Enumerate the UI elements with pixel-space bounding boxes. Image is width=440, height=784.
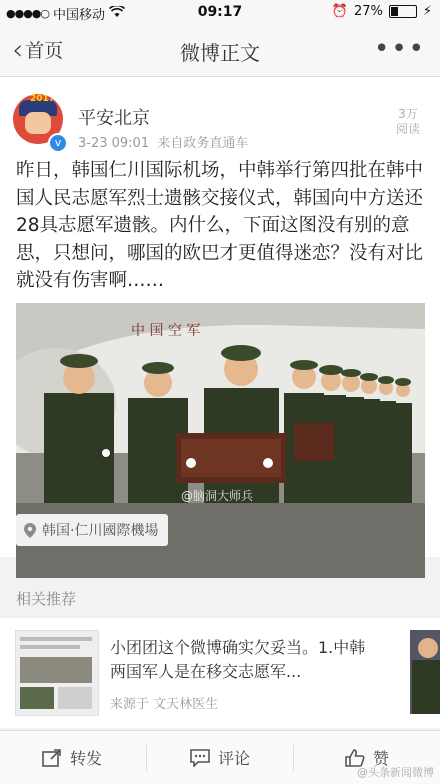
repost-button[interactable]: 转发 bbox=[42, 731, 102, 784]
post-time: 3-23 09:01 bbox=[78, 136, 150, 151]
comment-icon bbox=[190, 749, 210, 767]
author-name[interactable]: 平安北京 bbox=[78, 108, 150, 129]
post-source[interactable]: 来自政务直通车 bbox=[157, 136, 249, 151]
post-meta bbox=[78, 132, 248, 151]
carrier-label: 中国移动 bbox=[53, 8, 106, 23]
related-title: 小团团这个微博确实欠妥当。1.中韩两国军人是在移交志愿军... bbox=[110, 638, 366, 681]
status-bar bbox=[0, 0, 440, 24]
clock: 09:17 bbox=[197, 4, 243, 20]
image-watermark: @头条新闻微博 bbox=[357, 766, 434, 779]
battery-icon bbox=[389, 5, 417, 18]
charging-icon: ⚡ bbox=[422, 4, 432, 19]
related-item[interactable] bbox=[0, 618, 440, 728]
like-button[interactable]: 赞 bbox=[345, 731, 389, 784]
repost-icon bbox=[42, 749, 62, 767]
related-source: 来源于 文天林医生 bbox=[110, 697, 219, 712]
read-count: 3万 阅读 bbox=[395, 107, 420, 136]
location-pin-icon bbox=[24, 523, 36, 538]
nav-bar bbox=[0, 24, 440, 77]
photo-watermark: @脑洞大师兵 bbox=[181, 489, 254, 503]
post-card bbox=[0, 77, 440, 557]
signal-icon: ●●●●○ bbox=[6, 7, 49, 20]
avatar-year: 2017 bbox=[30, 94, 56, 104]
alarm-icon: ⏰ bbox=[331, 4, 348, 19]
more-options-button[interactable]: ••• bbox=[373, 34, 426, 64]
back-label: 首页 bbox=[25, 40, 64, 62]
verified-icon: v bbox=[48, 133, 68, 153]
related-header: 相关推荐 bbox=[16, 590, 77, 608]
plane-marking: 中 国 空 军 bbox=[131, 323, 201, 339]
related-thumbnail-2 bbox=[410, 630, 440, 714]
chevron-left-icon: ‹ bbox=[12, 32, 24, 66]
battery-percent: 27% bbox=[353, 4, 383, 19]
comment-button[interactable]: 评论 bbox=[190, 731, 250, 784]
related-thumbnail bbox=[15, 630, 99, 716]
location-tag[interactable] bbox=[16, 514, 168, 546]
location-label: 韩国·仁川國際機場 bbox=[42, 523, 159, 539]
post-text: 昨日，韩国仁川国际机场，中韩举行第四批在韩中国人民志愿军烈士遗骸交接仪式，韩国向中方送还28具志愿军遗骸。内什么，下面这图没有别的意思，只想问，哪国的欧巴才更值得迷恋？没有对比就没有伤害啊…… bbox=[16, 160, 424, 291]
page-title: 微博正文 bbox=[180, 41, 260, 65]
